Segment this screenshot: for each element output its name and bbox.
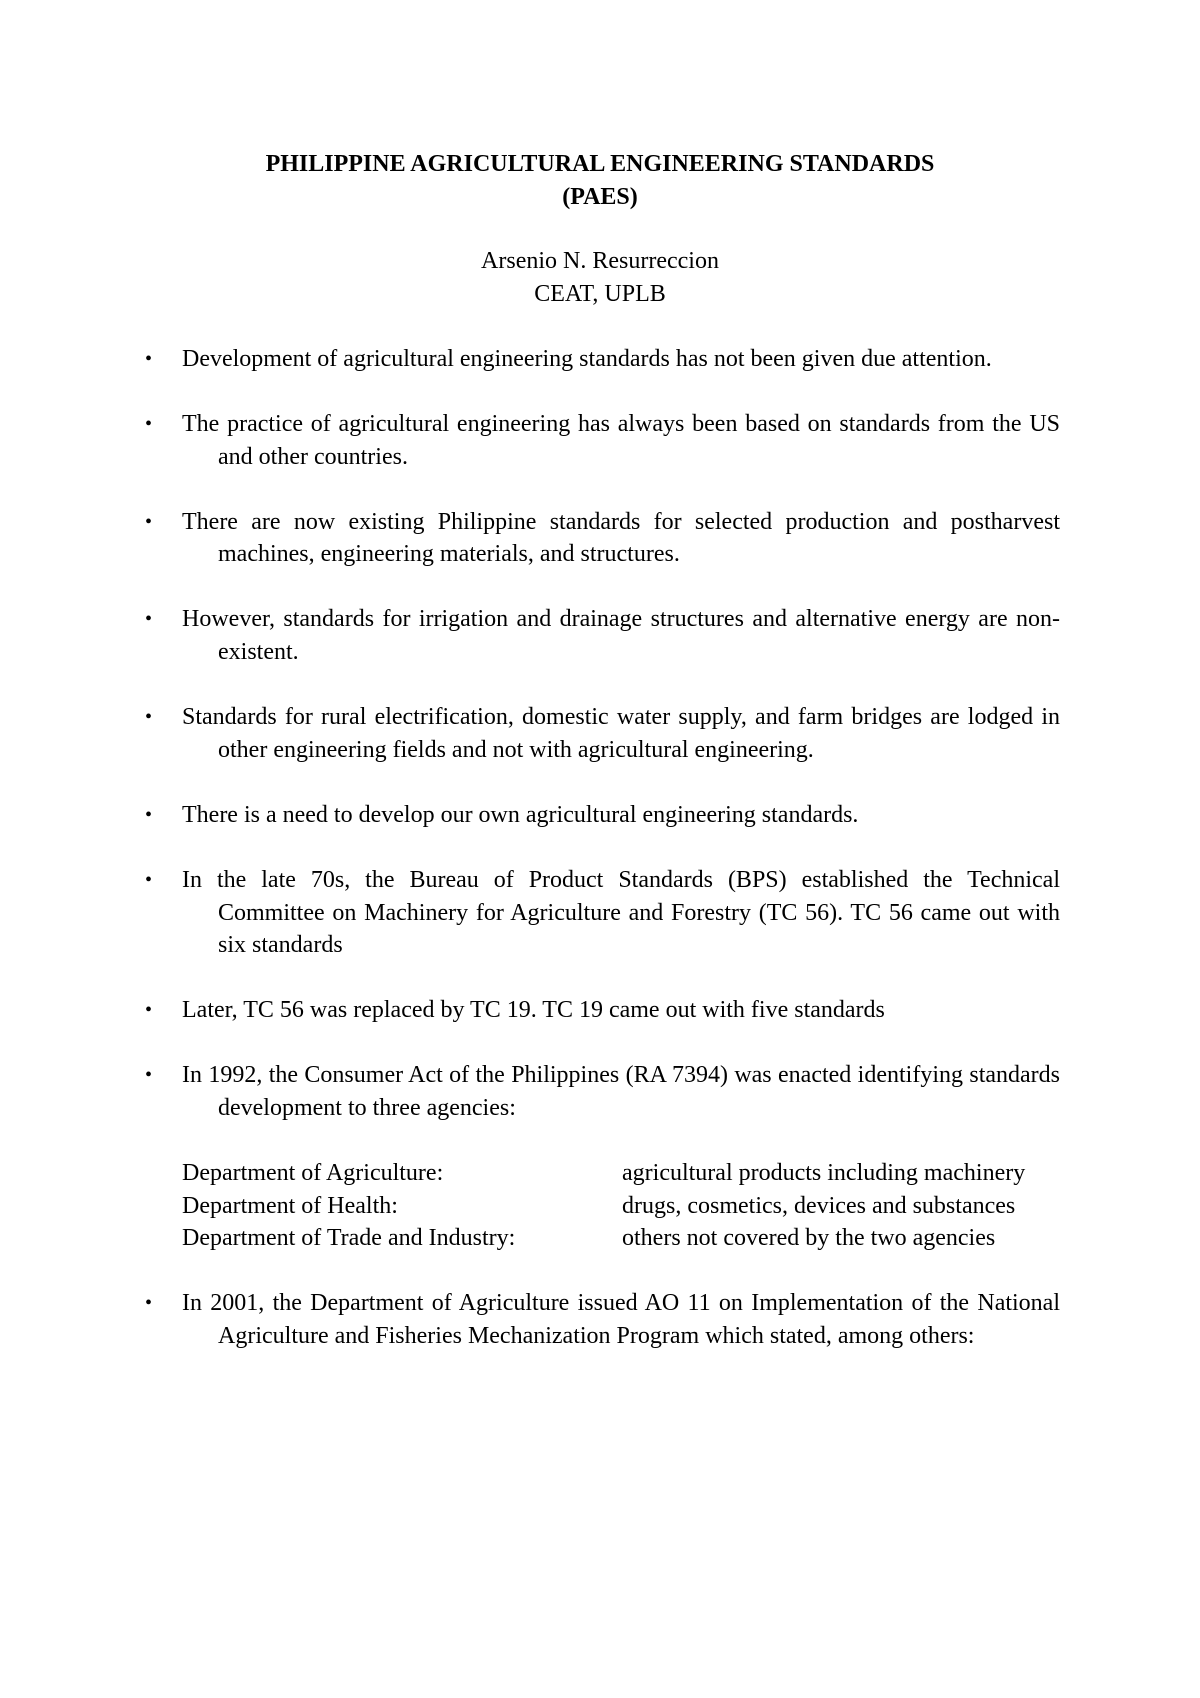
list-item [145,994,1060,1027]
agency-table [182,1157,1060,1255]
bullet-text: Development of agricultural engineering standards has not been given due attention. [182,346,992,372]
bullet-icon: • [145,413,153,436]
bullet-text: There is a need to develop our own agricultural engineering standards. [182,801,859,828]
bullet-icon: • [145,999,153,1022]
agency-row [182,1222,1060,1255]
agency-row [182,1190,1060,1223]
list-item [145,408,1060,473]
author-affiliation: CEAT, UPLB [534,281,666,307]
bullet-text: Later, TC 56 was replaced by TC 19. TC 19 came out with five standards [182,997,885,1024]
agency-row [182,1157,1060,1190]
bullet-icon: • [145,348,153,370]
document-title [0,148,1200,214]
author-block [0,245,1200,311]
bullet-text: There are now existing Philippine standards for selected production and postharvest machines, engineering materials, and structures. [182,508,1060,568]
list-item [145,701,1060,766]
bullet-icon: • [145,1292,153,1315]
bullet-icon: • [145,510,153,533]
bullet-text: However, standards for irrigation and drainage structures and alternative energy are non-existent. [182,606,1060,666]
title-line-2: (PAES) [562,184,638,210]
bullet-icon: • [145,1064,153,1087]
bullet-icon: • [145,803,153,826]
agency-scope: others not covered by the two agencies [622,1225,996,1252]
list-item [145,343,1060,376]
bullet-text: In the late 70s, the Bureau of Product Standards (BPS) established the Technical Committee on Machinery for Agriculture and Forestry (TC 56). TC 56 came out with six standards [182,866,1060,959]
bullet-icon: • [145,868,153,891]
agency-name: Department of Agriculture: [182,1160,444,1186]
agency-name: Department of Trade and Industry: [182,1225,516,1252]
author-name: Arsenio N. Resurreccion [481,248,719,274]
list-item [145,506,1060,571]
agency-name: Department of Health: [182,1192,398,1219]
agency-scope: drugs, cosmetics, devices and substances [622,1192,1016,1219]
list-item [145,603,1060,668]
bullet-list [145,343,1060,1385]
bullet-text: In 2001, the Department of Agriculture issued AO 11 on Implementation of the National Agriculture and Fisheries Mechanization Program which stated, among others: [182,1290,1060,1349]
bullet-text: In 1992, the Consumer Act of the Philippines (RA 7394) was enacted identifying standards development to three agencies: [182,1062,1060,1121]
list-item [145,1059,1060,1254]
agency-scope: agricultural products including machinery [622,1160,1026,1186]
bullet-icon: • [145,608,153,631]
title-line-1: PHILIPPINE AGRICULTURAL ENGINEERING STANDARDS [265,151,935,177]
list-item [145,864,1060,962]
list-item [145,799,1060,832]
bullet-text: Standards for rural electrification, domestic water supply, and farm bridges are lodged in other engineering fields and not with agricultural engineering. [182,704,1060,763]
bullet-text: The practice of agricultural engineering has always been based on standards from the US and other countries. [182,411,1060,470]
list-item [145,1287,1060,1352]
bullet-icon: • [145,706,153,729]
